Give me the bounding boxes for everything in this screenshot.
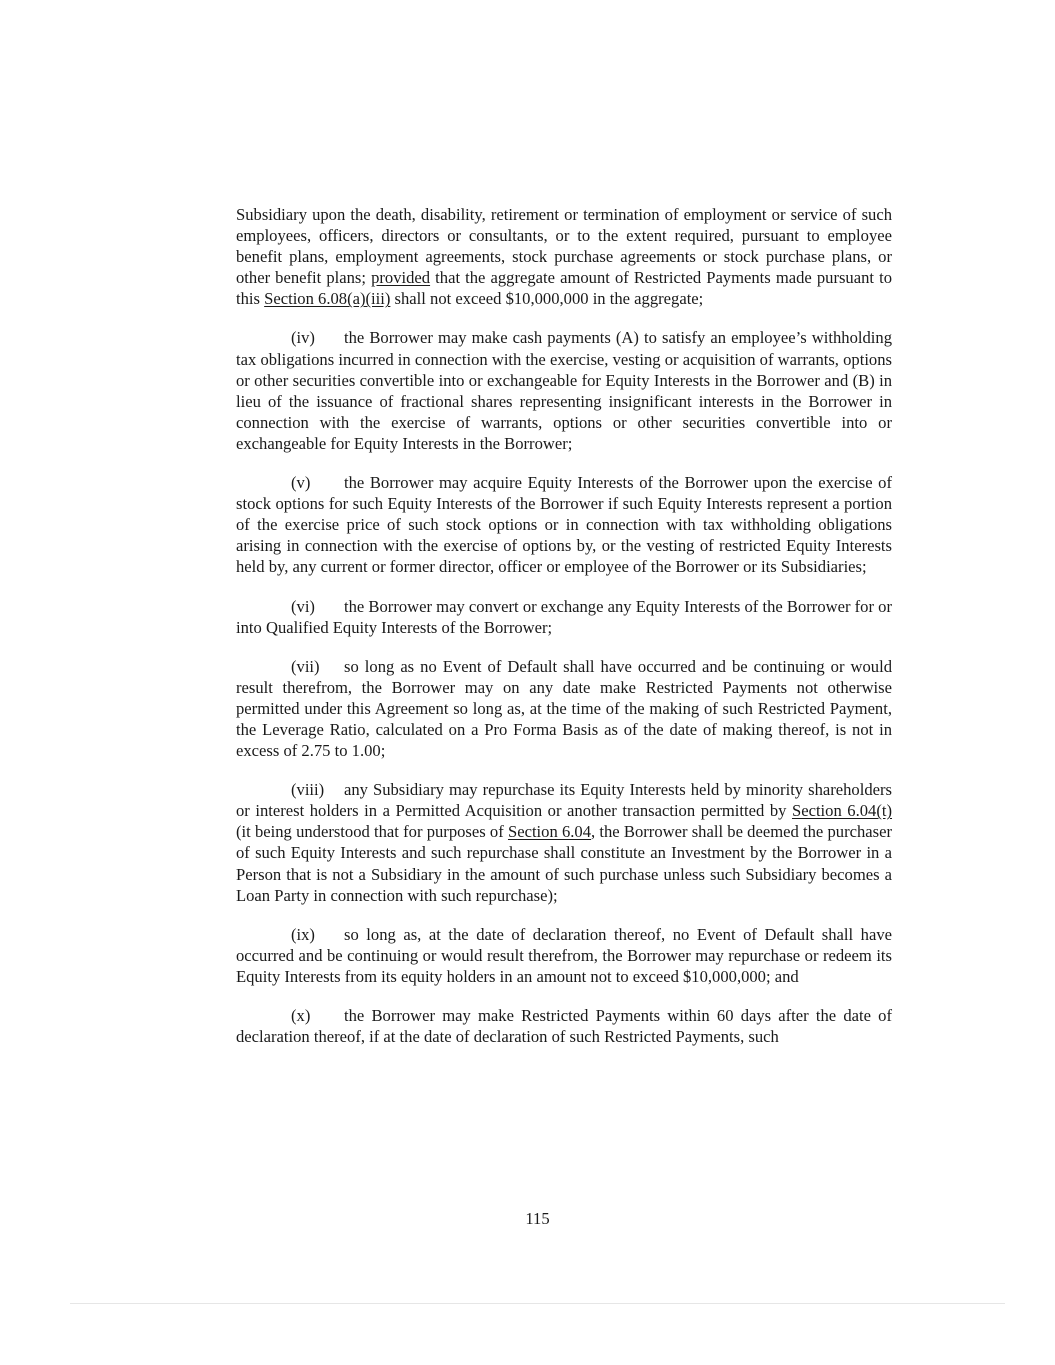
clause-text: so long as, at the date of declaration thereof, no Event of Default shall have occurred and be continuing or would result therefrom, the Borrower may repurchase or redeem its Equity Interests from its equity holders in an amount not to exceed $10,000,000; and	[236, 924, 892, 986]
clause-ix	[236, 924, 892, 987]
section-reference: Section 6.04(t)	[791, 801, 893, 821]
clause-number: (iv)	[291, 328, 315, 348]
clause-viii	[236, 779, 892, 906]
clause-text: so long as no Event of Default shall have occurred and be continuing or would result therefrom, the Borrower may on any date make Restricted Payments not otherwise permitted under this Agreement so long as, at the time of the making of such Restricted Payment, the Leverage Ratio, calculated on a Pro Forma Basis as of the date of making thereof, is not in excess of 2.75 to 1.00;	[236, 656, 892, 761]
clause-text: (it being understood that for purposes of	[236, 822, 508, 842]
paragraph-continuation	[236, 204, 892, 309]
clause-text: the Borrower may convert or exchange any Equity Interests of the Borrower for or into Qualified Equity Interests of the Borrower;	[236, 596, 892, 637]
section-reference: Section 6.04	[507, 822, 592, 842]
paragraph-text: Subsidiary upon the death, disability, retirement or termination of employment or service of such employees, officers, directors or consultants, or to the extent required, pursuant to employee benefit plans, employment agreements, stock purchase agreements or stock purchase plans, or other benefit plans;	[236, 205, 892, 288]
clause-text: the Borrower may make Restricted Payments within 60 days after the date of declaration thereof, if at the date of declaration of such Restricted Payments, such	[236, 1006, 892, 1047]
section-reference: Section 6.08(a)(iii)	[264, 289, 391, 309]
clause-number: (ix)	[291, 924, 315, 944]
clause-number: (vi)	[291, 596, 315, 616]
document-body	[236, 204, 892, 1065]
scan-edge-divider	[70, 1303, 1005, 1304]
clause-v	[236, 472, 892, 577]
paragraph-text: that the aggregate amount of Restricted Payments made pursuant to this	[236, 268, 893, 309]
clause-number: (v)	[291, 473, 311, 493]
paragraph-text: shall not exceed $10,000,000 in the aggregate;	[390, 289, 704, 309]
clause-iv	[236, 327, 892, 454]
clause-number: (x)	[291, 1006, 311, 1025]
clause-text: , the Borrower shall be deemed the purchaser of such Equity Interests and such repurchase shall constitute an Investment by the Borrower in a Person that is not a Subsidiary in the amount of such purchase unless such Subsidiary becomes a Loan Party in connection with such repurchase);	[236, 822, 892, 905]
clause-vii	[236, 656, 892, 761]
clause-vi	[236, 596, 892, 638]
underlined-term-provided: provided	[371, 268, 431, 288]
page-number: 115	[525, 1209, 550, 1228]
clause-text: any Subsidiary may repurchase its Equity Interests held by minority shareholders or interest holders in a Permitted Acquisition or another transaction permitted by	[236, 780, 892, 821]
clause-number: (vii)	[291, 656, 320, 676]
clause-text: the Borrower may acquire Equity Interests of the Borrower upon the exercise of stock options for such Equity Interests of the Borrower if such Equity Interests represent a portion of the exercise price of such stock options or in connection with tax withholding obligations arising in connection with the exercise of options by, or the vesting of restricted Equity Interests held by, any current or former director, officer or employee of the Borrower or its Subsidiaries;	[236, 473, 892, 577]
clause-x	[236, 1005, 892, 1047]
clause-text: the Borrower may make cash payments (A) to satisfy an employee’s withholding tax obligations incurred in connection with the exercise, vesting or acquisition of warrants, options or other securities convertible into or exchangeable for Equity Interests in the Borrower and (B) in lieu of the issuance of fractional shares representing insignificant interests in the Borrower in connection with the exercise of warrants, options or other securities convertible into or exchangeable for Equity Interests in the Borrower;	[236, 328, 892, 453]
clause-number: (viii)	[291, 780, 325, 800]
